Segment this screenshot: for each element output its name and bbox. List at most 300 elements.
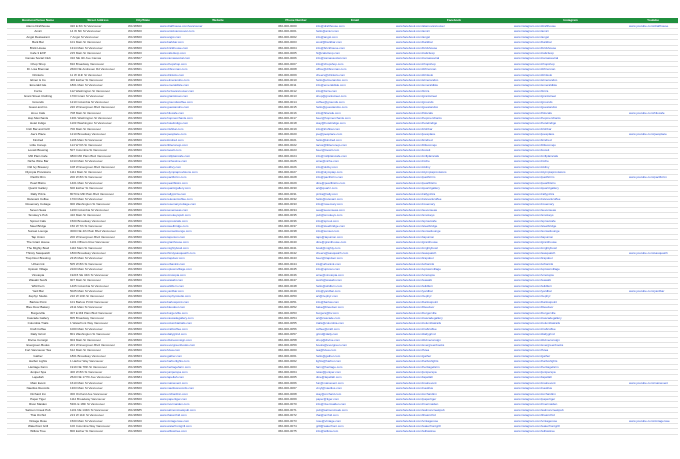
cell-instagram-link[interactable]: www.instagram.com/harborlights [513,359,628,364]
cell-youtube-link[interactable]: www.youtube.com/yardbar [628,288,678,293]
cell-email-link[interactable]: info@willow.com [315,429,395,434]
cell-email-link[interactable]: dine@lapellah.com [315,375,395,380]
cell-website-link[interactable]: www.loowit.com [159,148,277,153]
cell-email-link[interactable]: info@olympiap.com [315,169,395,174]
cell-email-link[interactable]: info@pacificrim.com [315,175,395,180]
cell-website-link[interactable]: www.rallypizza.com [159,191,277,196]
cell-instagram-link[interactable]: www.instagram.com/quartzgallery [513,186,628,191]
cell-facebook-link[interactable]: www.facebook.com/loowit [395,148,513,153]
cell-website-link[interactable]: www.millplaincafe.com [159,153,277,158]
cell-instagram-link[interactable]: www.instagram.com/hilocafe [513,110,628,115]
cell-facebook-link[interactable]: www.facebook.com/drbrennan [395,67,513,72]
cell-facebook-link[interactable]: www.facebook.com/evergreenbooks [395,342,513,347]
cell-facebook-link[interactable]: www.facebook.com/relevantcoffee [395,197,513,202]
cell-email-link[interactable]: coffee@grounds.com [315,99,395,104]
cell-facebook-link[interactable]: www.facebook.com/fvtea [395,348,513,353]
cell-instagram-link[interactable]: www.instagram.com/columbiatrails [513,321,628,326]
cell-email-link[interactable]: shop@divine.com [315,337,395,342]
cell-website-link[interactable]: www.waterfrontgrill.com [159,424,277,429]
cell-website-link[interactable]: www.guestandco.com [159,105,277,110]
cell-instagram-link[interactable]: www.instagram.com/zephyr [513,294,628,299]
cell-youtube-link[interactable]: www.youtube.com/vintagerose [628,418,678,423]
cell-email-link[interactable]: info@emeraldisle.com [315,83,395,88]
cell-email-link[interactable]: hello@gather.com [315,353,395,358]
cell-youtube-link[interactable]: www.youtube.com/sasquatch [628,251,678,256]
cell-website-link[interactable]: www.burgerville.com [159,310,277,315]
cell-email-link[interactable]: info@sprout.com [315,218,395,223]
cell-facebook-link[interactable]: www.facebook.com/uptownvillage [395,267,513,272]
cell-email-link[interactable]: vinyl@nautilus.com [315,386,395,391]
cell-facebook-link[interactable]: www.facebook.com/emeraldisle [395,83,513,88]
cell-email-link[interactable]: stay@orchard.com [315,391,395,396]
cell-email-link[interactable]: pizza@rally.com [315,191,395,196]
cell-facebook-link[interactable]: www.facebook.com/harborlights [395,359,513,364]
cell-email-link[interactable]: trails@columbia.com [315,321,395,326]
cell-facebook-link[interactable]: www.facebook.com/mightybowl [395,245,513,250]
cell-website-link[interactable]: www.cafe3exp.com [159,51,277,56]
cell-email-link[interactable]: hello@relevant.com [315,197,395,202]
cell-email-link[interactable]: office@drbrennan.com [315,67,395,72]
cell-instagram-link[interactable]: www.instagram.com/vintagerose [513,418,628,423]
cell-instagram-link[interactable]: www.instagram.com/wildfern [513,283,628,288]
cell-website-link[interactable]: www.rivermaiden.com [159,402,277,407]
cell-website-link[interactable]: www.juniperspa.com [159,370,277,375]
cell-website-link[interactable]: www.olympiaprovisions.com [159,169,277,174]
cell-facebook-link[interactable]: www.facebook.com/sevenseas [395,207,513,212]
cell-instagram-link[interactable]: www.instagram.com/grantstreet [513,94,628,99]
cell-instagram-link[interactable]: www.instagram.com/joesplace [513,132,628,137]
cell-website-link[interactable]: www.divineconsign.com [159,337,277,342]
cell-email-link[interactable]: info@millplaincafe.com [315,153,395,158]
cell-instagram-link[interactable]: www.instagram.com/elmerandco [513,78,628,83]
cell-instagram-link[interactable]: www.instagram.com/salmoncreekpub [513,407,628,412]
cell-facebook-link[interactable]: www.facebook.com/juniperspa [395,370,513,375]
cell-email-link[interactable]: info@hilocafe.com [315,110,395,115]
cell-email-link[interactable]: rose@vintage.com [315,418,395,423]
cell-instagram-link[interactable]: www.instagram.com/rallypizza [513,191,628,196]
cell-email-link[interactable]: woof@barkbar.com [315,40,395,45]
cell-website-link[interactable]: www.urbanink.com [159,261,277,266]
header-email[interactable]: Email [315,18,395,24]
cell-email-link[interactable]: hello@kindred.com [315,137,395,142]
header-facebook[interactable]: Facebook [395,18,513,24]
cell-email-link[interactable]: beer@hopmerchants.com [315,115,395,120]
cell-website-link[interactable]: www.irishbar.com [159,126,277,131]
cell-youtube-link[interactable]: www.youtube.com/pacificrim [628,175,678,180]
cell-website-link[interactable]: www.yardbar.com [159,288,277,293]
cell-email-link[interactable]: pub@salmoncreek.com [315,407,395,412]
cell-email-link[interactable]: info@drafthouse.com [315,24,395,29]
cell-email-link[interactable]: art@quartz.com [315,186,395,191]
cell-instagram-link[interactable]: www.instagram.com/guestandco [513,105,628,110]
cell-email-link[interactable]: info@yardbar.com [315,288,395,293]
cell-email-link[interactable]: paper@tiger.com [315,397,395,402]
cell-facebook-link[interactable]: www.facebook.com/pacificrim [395,175,513,180]
cell-instagram-link[interactable]: www.instagram.com/fvtea [513,348,628,353]
cell-facebook-link[interactable]: www.facebook.com/divineconsign [395,337,513,342]
cell-instagram-link[interactable]: www.instagram.com/urbanink [513,261,628,266]
cell-website-link[interactable]: www.emeraldisle.com [159,83,277,88]
cell-website-link[interactable]: www.mainevent.com [159,380,277,385]
cell-facebook-link[interactable]: www.facebook.com/hilocafe [395,110,513,115]
cell-facebook-link[interactable]: www.facebook.com/grantstreet [395,94,513,99]
cell-email-link[interactable]: info@barlow.com [315,299,395,304]
cell-instagram-link[interactable]: www.instagram.com/gather [513,353,628,358]
cell-instagram-link[interactable]: www.instagram.com/evergreenbooks [513,342,628,347]
cell-email-link[interactable]: stay@hotelindigo.com [315,121,395,126]
cell-email-link[interactable]: pub@smokeys.com [315,213,395,218]
cell-website-link[interactable]: www.angst.com [159,34,277,39]
cell-facebook-link[interactable]: www.facebook.com/lapellah [395,375,513,380]
cell-facebook-link[interactable]: www.facebook.com/chopshop [395,61,513,66]
cell-website-link[interactable]: www.wildfern.com [159,283,277,288]
cell-instagram-link[interactable]: www.instagram.com/bleudoor [513,305,628,310]
cell-email-link[interactable]: thai@orchid.com [315,413,395,418]
cell-email-link[interactable]: hello@guestandco.com [315,105,395,110]
cell-instagram-link[interactable]: www.instagram.com/pacificrim [513,175,628,180]
cell-facebook-link[interactable]: www.facebook.com/pearlbistro [395,180,513,185]
cell-instagram-link[interactable]: www.instagram.com/angst [513,34,628,39]
cell-website-link[interactable]: www.camassocial.com [159,56,277,61]
cell-instagram-link[interactable]: www.instagram.com/sunsetlounge [513,229,628,234]
cell-facebook-link[interactable]: www.facebook.com/rosemary [395,202,513,207]
cell-website-link[interactable]: www.relevantcoffee.com [159,197,277,202]
cell-website-link[interactable]: www.orchardinn.com [159,391,277,396]
cell-website-link[interactable]: www.vintagerose.com [159,418,277,423]
cell-facebook-link[interactable]: www.facebook.com/amici [395,29,513,34]
cell-instagram-link[interactable]: www.instagram.com/heritagefarm [513,364,628,369]
cell-website-link[interactable]: www.wasabi.com [159,278,277,283]
cell-instagram-link[interactable]: www.instagram.com/thaiorchid [513,413,628,418]
cell-email-link[interactable]: info@camassocial.com [315,56,395,61]
cell-website-link[interactable]: www.littleconejo.com [159,142,277,147]
cell-website-link[interactable]: www.oldivy.com [159,164,277,169]
cell-instagram-link[interactable]: www.instagram.com/chopshop [513,61,628,66]
cell-facebook-link[interactable]: www.facebook.com/dailygrind [395,332,513,337]
cell-email-link[interactable]: lights@harbor.com [315,359,395,364]
cell-instagram-link[interactable]: www.instagram.com/steelbridge [513,224,628,229]
cell-email-link[interactable]: sushi@wasabi.com [315,278,395,283]
cell-youtube-link[interactable]: www.youtube.com/hilocafe [628,110,678,115]
cell-instagram-link[interactable]: www.instagram.com/orchardinn [513,391,628,396]
cell-instagram-link[interactable]: www.instagram.com/cafe3exp [513,51,628,56]
cell-email-link[interactable]: bowl@mighty.com [315,245,395,250]
cell-website-link[interactable]: www.brickhouse.com [159,45,277,50]
cell-email-link[interactable]: dine@pearlbistro.com [315,180,395,185]
cell-instagram-link[interactable]: www.instagram.com/drinkolo [513,72,628,77]
cell-email-link[interactable]: info@rivermaiden.com [315,402,395,407]
cell-website-link[interactable]: www.cascadegallery.com [159,315,277,320]
cell-facebook-link[interactable]: www.facebook.com/vintagerose [395,418,513,423]
cell-facebook-link[interactable]: www.facebook.com/forza [395,88,513,93]
cell-website-link[interactable]: www.pacificrim.com [159,175,277,180]
cell-email-link[interactable]: dine@granthouse.com [315,240,395,245]
cell-website-link[interactable]: www.fvtea.com [159,348,277,353]
header-zip-code[interactable]: City/State [127,18,159,24]
cell-email-link[interactable]: ink@urbanink.com [315,261,395,266]
cell-instagram-link[interactable]: www.instagram.com/millplaincafe [513,153,628,158]
cell-facebook-link[interactable]: www.facebook.com/grounds [395,99,513,104]
cell-facebook-link[interactable]: www.facebook.com/camassocial [395,56,513,61]
cell-email-link[interactable]: info@brickhouse.com [315,45,395,50]
cell-facebook-link[interactable]: www.facebook.com/yardbar [395,288,513,293]
cell-website-link[interactable]: www.sevenseas.com [159,207,277,212]
cell-facebook-link[interactable]: www.facebook.com/willowtree [395,429,513,434]
cell-facebook-link[interactable]: www.facebook.com/sasquatch [395,251,513,256]
cell-website-link[interactable]: www.harborlights.com [159,359,277,364]
cell-instagram-link[interactable]: www.instagram.com/barkbar [513,40,628,45]
cell-instagram-link[interactable]: www.instagram.com/granthouse [513,240,628,245]
cell-website-link[interactable]: www.groundscoffee.com [159,99,277,104]
cell-email-link[interactable]: info@forza.com [315,88,395,93]
cell-email-link[interactable]: info@oldivy.com [315,164,395,169]
cell-facebook-link[interactable]: www.facebook.com/trapdoor [395,256,513,261]
cell-instagram-link[interactable]: www.instagram.com/drafthouse [513,24,628,29]
cell-website-link[interactable]: www.willowtree.com [159,429,277,434]
cell-facebook-link[interactable]: www.facebook.com/vinotopia [395,272,513,277]
cell-email-link[interactable]: hello@wildfern.com [315,283,395,288]
cell-instagram-link[interactable]: www.instagram.com/willowtree [513,429,628,434]
cell-instagram-link[interactable]: www.instagram.com/nautilus [513,386,628,391]
cell-facebook-link[interactable]: www.facebook.com/joesplace [395,132,513,137]
cell-website-link[interactable]: www.granthouse.com [159,240,277,245]
cell-email-link[interactable]: wine@niche.com [315,159,395,164]
cell-instagram-link[interactable]: www.instagram.com/wasabi [513,278,628,283]
cell-instagram-link[interactable]: www.instagram.com/relevantcoffee [513,197,628,202]
cell-email-link[interactable]: sea@sevenseas.com [315,207,395,212]
cell-facebook-link[interactable]: www.facebook.com/brickhouse [395,45,513,50]
cell-facebook-link[interactable]: www.facebook.com/irishbar [395,126,513,131]
cell-website-link[interactable]: www.elmerandco.com [159,78,277,83]
cell-website-link[interactable]: www.forzavancouver.com [159,88,277,93]
cell-email-link[interactable]: relax@juniper.com [315,370,395,375]
cell-email-link[interactable]: taps@tapunion.com [315,234,395,239]
cell-youtube-link[interactable]: www.youtube.com/joesplace [628,132,678,137]
cell-facebook-link[interactable]: www.facebook.com/littleconejo [395,142,513,147]
cell-instagram-link[interactable]: www.instagram.com/tapunion [513,234,628,239]
cell-instagram-link[interactable]: www.instagram.com/vinotopia [513,272,628,277]
cell-instagram-link[interactable]: www.instagram.com/brickhouse [513,45,628,50]
cell-facebook-link[interactable]: www.facebook.com/tapunion [395,234,513,239]
cell-facebook-link[interactable]: www.facebook.com/barlowpoint [395,299,513,304]
cell-email-link[interactable]: grind@daily.com [315,332,395,337]
cell-instagram-link[interactable]: www.instagram.com/dailygrind [513,332,628,337]
cell-email-link[interactable]: cheers@drinkolo.com [315,72,395,77]
cell-instagram-link[interactable]: www.instagram.com/oldivy [513,164,628,169]
cell-instagram-link[interactable]: www.instagram.com/divineconsign [513,337,628,342]
cell-facebook-link[interactable]: www.facebook.com/rallypizza [395,191,513,196]
cell-instagram-link[interactable]: www.instagram.com/irishbar [513,126,628,131]
cell-facebook-link[interactable]: www.facebook.com/olympiaprovisions [395,169,513,174]
cell-instagram-link[interactable]: www.instagram.com/rosemary [513,202,628,207]
cell-facebook-link[interactable]: www.facebook.com/cafe3exp [395,51,513,56]
cell-facebook-link[interactable]: www.facebook.com/urbanink [395,261,513,266]
cell-email-link[interactable]: joe@joesplace.com [315,132,395,137]
cell-website-link[interactable]: www.thaiorchid.com [159,413,277,418]
cell-email-link[interactable]: beer@trapdoor.com [315,256,395,261]
cell-website-link[interactable]: www.tapunion.com [159,234,277,239]
cell-website-link[interactable]: www.kindred.com [159,137,277,142]
cell-email-link[interactable]: info@steelbridge.com [315,224,395,229]
cell-facebook-link[interactable]: www.facebook.com/nautilus [395,386,513,391]
cell-email-link[interactable]: fun@mainevent.com [315,380,395,385]
cell-instagram-link[interactable]: www.instagram.com/drbrennan [513,67,628,72]
cell-instagram-link[interactable]: www.instagram.com/hopmerchants [513,115,628,120]
cell-instagram-link[interactable]: www.instagram.com/mightybowl [513,245,628,250]
cell-email-link[interactable]: art@cascade.com [315,315,395,320]
header-youtube[interactable]: Youtube [628,18,678,24]
cell-instagram-link[interactable]: www.instagram.com/papertiger [513,397,628,402]
cell-email-link[interactable]: wine@vinotopia.com [315,272,395,277]
cell-email-link[interactable]: burgers@bv.com [315,310,395,315]
cell-website-link[interactable]: www.drbrennan.com [159,67,277,72]
cell-website-link[interactable]: www.craftcoffee.com [159,326,277,331]
cell-website-link[interactable]: www.pearlbistro.com [159,180,277,185]
cell-email-link[interactable]: hello@elmerandco.com [315,78,395,83]
cell-youtube-link[interactable]: www.youtube.com/drafthouse [628,24,678,29]
cell-website-link[interactable]: www.zephyrstudio.com [159,294,277,299]
cell-facebook-link[interactable]: www.facebook.com/drinkolo [395,72,513,77]
cell-facebook-link[interactable]: www.facebook.com/hotelindigo [395,121,513,126]
cell-facebook-link[interactable]: www.facebook.com/waterfrontgrill [395,424,513,429]
cell-instagram-link[interactable]: www.instagram.com/sevenseas [513,207,628,212]
cell-facebook-link[interactable]: www.facebook.com/wildfern [395,283,513,288]
cell-facebook-link[interactable]: www.facebook.com/cascadegallery [395,315,513,320]
cell-email-link[interactable]: tea@fvtea.com [315,348,395,353]
cell-facebook-link[interactable]: www.facebook.com/mainevent [395,380,513,385]
cell-email-link[interactable]: info@rosemary.com [315,202,395,207]
cell-instagram-link[interactable]: www.instagram.com/trapdoor [513,256,628,261]
cell-instagram-link[interactable]: www.instagram.com/forza [513,88,628,93]
cell-instagram-link[interactable]: www.instagram.com/niche [513,159,628,164]
cell-instagram-link[interactable]: www.instagram.com/lapellah [513,375,628,380]
cell-facebook-link[interactable]: www.facebook.com/niche [395,159,513,164]
cell-facebook-link[interactable]: www.facebook.com/orchardinn [395,391,513,396]
header-website[interactable]: Website [159,18,277,24]
cell-instagram-link[interactable]: www.instagram.com/hotelindigo [513,121,628,126]
cell-youtube-link[interactable] [628,429,678,434]
cell-website-link[interactable]: www.joesplace.com [159,132,277,137]
cell-instagram-link[interactable]: www.instagram.com/rivermaiden [513,402,628,407]
cell-website-link[interactable]: www.barlowpoint.com [159,299,277,304]
cell-website-link[interactable]: www.lapellah.com [159,375,277,380]
cell-facebook-link[interactable]: www.facebook.com/smokeys [395,213,513,218]
cell-facebook-link[interactable]: www.facebook.com/craftcoffee [395,326,513,331]
cell-instagram-link[interactable]: www.instagram.com/grounds [513,99,628,104]
cell-facebook-link[interactable]: www.facebook.com/bleudoor [395,305,513,310]
cell-website-link[interactable]: www.dailygrind.com [159,332,277,337]
header-business-name[interactable]: Business/Venue Name [7,18,69,24]
cell-website-link[interactable]: www.drafthouse.com/vancouver [159,24,277,29]
cell-website-link[interactable]: www.sproutcafe.com [159,218,277,223]
header-instagram[interactable]: Instagram [513,18,628,24]
cell-email-link[interactable]: shop@grantstreet.com [315,94,395,99]
cell-facebook-link[interactable]: www.facebook.com/angst [395,34,513,39]
cell-instagram-link[interactable]: www.instagram.com/yardbar [513,288,628,293]
cell-website-link[interactable]: www.uptownvillage.com [159,267,277,272]
cell-instagram-link[interactable]: www.instagram.com/waterfrontgrill [513,424,628,429]
cell-facebook-link[interactable]: www.facebook.com/sproutcafe [395,218,513,223]
cell-facebook-link[interactable]: www.facebook.com/millplaincafe [395,153,513,158]
cell-website-link[interactable]: www.nichewine.com [159,159,277,164]
cell-website-link[interactable]: www.salmoncreekpub.com [159,407,277,412]
cell-email-link[interactable]: info@chopshop.com [315,61,395,66]
cell-website-link[interactable]: www.mightybowl.com [159,245,277,250]
cell-email-link[interactable]: books@evergreen.com [315,342,395,347]
cell-website-link[interactable]: www.sunsetlounge.com [159,229,277,234]
cell-website-link[interactable]: www.gather.com [159,353,277,358]
cell-facebook-link[interactable]: www.facebook.com/thaiorchid [395,413,513,418]
cell-website-link[interactable]: www.barkbar.com [159,40,277,45]
cell-instagram-link[interactable]: www.instagram.com/craftcoffee [513,326,628,331]
cell-website-link[interactable]: www.heritagefarm.com [159,364,277,369]
cell-facebook-link[interactable]: www.facebook.com/salmoncreekpub [395,407,513,412]
cell-website-link[interactable]: www.columbiatrails.com [159,321,277,326]
cell-facebook-link[interactable]: www.facebook.com/steelbridge [395,224,513,229]
cell-facebook-link[interactable]: www.facebook.com/wasabi [395,278,513,283]
cell-instagram-link[interactable]: www.instagram.com/uptownvillage [513,267,628,272]
cell-email-link[interactable]: tacos@littleconejo.com [315,142,395,147]
cell-email-link[interactable]: hello@amici.com [315,29,395,34]
cell-website-link[interactable]: www.trapdoor.com [159,256,277,261]
cell-website-link[interactable]: www.hilocafe.com [159,110,277,115]
cell-instagram-link[interactable]: www.instagram.com/pearlbistro [513,180,628,185]
cell-facebook-link[interactable]: www.facebook.com/oldivy [395,164,513,169]
cell-email-link[interactable]: coffee@craft.com [315,326,395,331]
cell-facebook-link[interactable]: www.facebook.com/guestandco [395,105,513,110]
cell-instagram-link[interactable]: www.instagram.com/barlowpoint [513,299,628,304]
cell-email-link[interactable]: art@zephyr.com [315,294,395,299]
cell-website-link[interactable]: www.vinotopia.com [159,272,277,277]
header-street-address[interactable]: Street Address [69,18,127,24]
cell-website-link[interactable]: www.amicivancouver.com [159,29,277,34]
cell-website-link[interactable]: www.nautilusrecords.com [159,386,277,391]
cell-facebook-link[interactable]: www.facebook.com/granthouse [395,240,513,245]
cell-instagram-link[interactable]: www.instagram.com/burgerville [513,310,628,315]
cell-instagram-link[interactable]: www.instagram.com/sasquatch [513,251,628,256]
cell-facebook-link[interactable]: www.facebook.com/sunsetlounge [395,229,513,234]
cell-instagram-link[interactable]: www.instagram.com/emeraldisle [513,83,628,88]
cell-email-link[interactable]: beer@loowit.com [315,148,395,153]
cell-facebook-link[interactable]: www.facebook.com/burgerville [395,310,513,315]
cell-instagram-link[interactable]: www.instagram.com/sproutcafe [513,218,628,223]
cell-facebook-link[interactable]: www.facebook.com/papertiger [395,397,513,402]
cell-facebook-link[interactable]: www.facebook.com/alamovancouver [395,24,513,29]
cell-instagram-link[interactable]: www.instagram.com/loowit [513,148,628,153]
cell-website-link[interactable]: www.smokeyspub.com [159,213,277,218]
cell-instagram-link[interactable]: www.instagram.com/juniperspa [513,370,628,375]
cell-website-link[interactable]: www.drinkolo.com [159,72,277,77]
cell-website-link[interactable]: www.steelbridge.com [159,224,277,229]
cell-facebook-link[interactable]: www.facebook.com/quartzgallery [395,186,513,191]
cell-facebook-link[interactable]: www.facebook.com/kindred [395,137,513,142]
cell-instagram-link[interactable]: www.instagram.com/amici [513,29,628,34]
cell-instagram-link[interactable]: www.instagram.com/kindred [513,137,628,142]
cell-website-link[interactable]: www.bleudoor.com [159,305,277,310]
cell-instagram-link[interactable]: www.instagram.com/olympiaprovisions [513,169,628,174]
header-phone-number[interactable]: Phone Number [277,18,315,24]
cell-facebook-link[interactable]: www.facebook.com/gather [395,353,513,358]
cell-website-link[interactable]: www.evergreenbooks.com [159,342,277,347]
cell-facebook-link[interactable]: www.facebook.com/barkbar [395,40,513,45]
cell-facebook-link[interactable]: www.facebook.com/columbiatrails [395,321,513,326]
cell-website-link[interactable]: www.papertiger.com [159,397,277,402]
cell-facebook-link[interactable]: www.facebook.com/zephyr [395,294,513,299]
cell-youtube-link[interactable]: www.youtube.com/mainevent [628,380,678,385]
cell-website-link[interactable]: www.chopshop.com [159,61,277,66]
cell-facebook-link[interactable]: www.facebook.com/hopmerchants [395,115,513,120]
cell-email-link[interactable]: info@angst.com [315,34,395,39]
